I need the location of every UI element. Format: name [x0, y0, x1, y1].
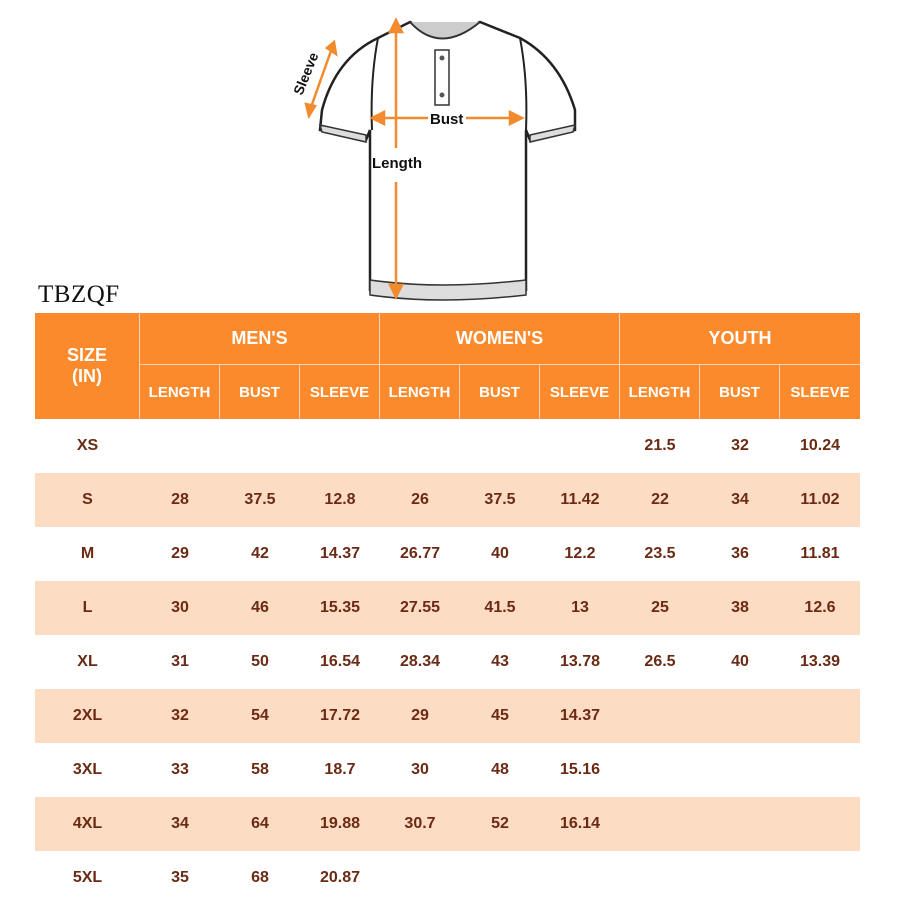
measurement-cell: 29	[171, 545, 189, 562]
measurement-cell: 14.37	[559, 707, 601, 724]
measurement-cell: 46	[251, 599, 269, 616]
measurement-cell: 32	[731, 437, 749, 454]
group-header-youth: YOUTH	[620, 313, 860, 365]
measurement-cell: 32	[171, 707, 189, 724]
measurement-cell: 28.34	[399, 653, 441, 670]
measurement-cell: 31	[171, 653, 189, 670]
measurement-cell: 13	[571, 599, 589, 616]
measurement-cell: 64	[251, 815, 269, 832]
measurement-cell: 27.55	[399, 599, 441, 616]
measurement-cell: 28	[171, 491, 189, 508]
measurement-cell: 13.39	[799, 653, 841, 670]
group-header-mens: MEN'S	[140, 313, 380, 365]
size-chart-table	[35, 313, 860, 905]
table-row	[35, 473, 860, 527]
measurement-cell: 34	[731, 491, 749, 508]
size-header-unit: (IN)	[72, 366, 102, 386]
table-row	[35, 797, 860, 851]
measurement-cell: 42	[251, 545, 269, 562]
measurement-cell: 43	[491, 653, 509, 670]
measurement-cell: 35	[171, 869, 189, 886]
table-row	[35, 851, 860, 905]
measurement-cell: 11.42	[560, 491, 600, 508]
table-row	[35, 635, 860, 689]
table-header	[35, 313, 860, 419]
measurement-cell: 11.81	[800, 545, 840, 562]
size-cell: M	[80, 545, 95, 562]
size-cell: 4XL	[72, 815, 103, 832]
measurement-cell: 30.7	[404, 815, 436, 832]
table-row	[35, 527, 860, 581]
measurement-cell: 40	[731, 653, 749, 670]
table-body	[35, 419, 860, 905]
svg-text:Length: Length	[372, 155, 422, 172]
table-row	[35, 689, 860, 743]
sub-header: LENGTH	[380, 365, 460, 419]
size-column-header	[35, 313, 140, 419]
size-cell: L	[82, 599, 93, 616]
table-row	[35, 419, 860, 473]
measurement-cell: 33	[171, 761, 189, 778]
size-cell: XL	[77, 653, 98, 670]
measurement-cell: 37.5	[484, 491, 516, 508]
sub-header: BUST	[460, 365, 540, 419]
sub-header: BUST	[700, 365, 780, 419]
measurement-cell: 20.87	[319, 869, 361, 886]
measurement-cell: 30	[171, 599, 189, 616]
measurement-cell: 10.24	[799, 437, 841, 454]
measurement-cell: 22	[651, 491, 669, 508]
measurement-cell: 41.5	[484, 599, 516, 616]
measurement-cell: 36	[731, 545, 749, 562]
measurement-cell: 17.72	[319, 707, 361, 724]
sub-header: LENGTH	[140, 365, 220, 419]
sub-header: BUST	[220, 365, 300, 419]
measurement-cell: 38	[731, 599, 749, 616]
measurement-cell: 12.2	[564, 545, 596, 562]
sub-header: SLEEVE	[300, 365, 380, 419]
measurement-cell: 52	[491, 815, 509, 832]
svg-text:Bust: Bust	[430, 111, 464, 128]
measurement-cell: 54	[251, 707, 269, 724]
measurement-cell: 50	[251, 653, 269, 670]
measurement-cell: 16.14	[559, 815, 601, 832]
measurement-cell: 34	[171, 815, 189, 832]
measurement-cell: 68	[251, 869, 269, 886]
size-cell: 5XL	[72, 869, 103, 886]
henley-shirt-icon	[280, 0, 600, 310]
table-row	[35, 581, 860, 635]
sub-header: LENGTH	[620, 365, 700, 419]
svg-text:Sleeve: Sleeve	[289, 49, 322, 98]
measurement-cell: 12.6	[804, 599, 836, 616]
measurement-cell: 45	[491, 707, 509, 724]
group-header-womens: WOMEN'S	[380, 313, 620, 365]
measurement-cell: 40	[491, 545, 509, 562]
measurement-cell: 25	[651, 599, 669, 616]
measurement-cell: 23.5	[644, 545, 676, 562]
table-row	[35, 743, 860, 797]
size-header-label: SIZE	[66, 345, 107, 365]
measurement-cell: 19.88	[319, 815, 361, 832]
measurement-cell: 18.7	[324, 761, 356, 778]
sub-header: SLEEVE	[540, 365, 620, 419]
measurement-cell: 15.16	[559, 761, 601, 778]
sub-header: SLEEVE	[790, 383, 850, 401]
measurement-cell: 48	[491, 761, 509, 778]
size-cell: 3XL	[72, 761, 103, 778]
measurement-cell: 14.37	[319, 545, 361, 562]
measurement-cell: 26.5	[644, 653, 676, 670]
size-cell: S	[82, 491, 93, 508]
size-cell: 2XL	[72, 707, 103, 724]
measurement-cell: 21.5	[644, 437, 676, 454]
measurement-cell: 29	[411, 707, 429, 724]
measurement-cell: 16.54	[319, 653, 361, 670]
measurement-cell: 12.8	[324, 491, 356, 508]
measurement-cell: 30	[411, 761, 429, 778]
measurement-cell: 58	[251, 761, 269, 778]
shirt-measurement-diagram	[280, 0, 600, 310]
measurement-cell: 37.5	[244, 491, 276, 508]
measurement-cell: 15.35	[319, 599, 361, 616]
brand-name: TBZQF	[38, 281, 120, 308]
measurement-cell: 26.77	[399, 545, 441, 562]
size-cell: XS	[76, 437, 99, 454]
measurement-cell: 26	[411, 491, 429, 508]
measurement-cell: 13.78	[559, 653, 601, 670]
measurement-cell: 11.02	[800, 491, 840, 508]
